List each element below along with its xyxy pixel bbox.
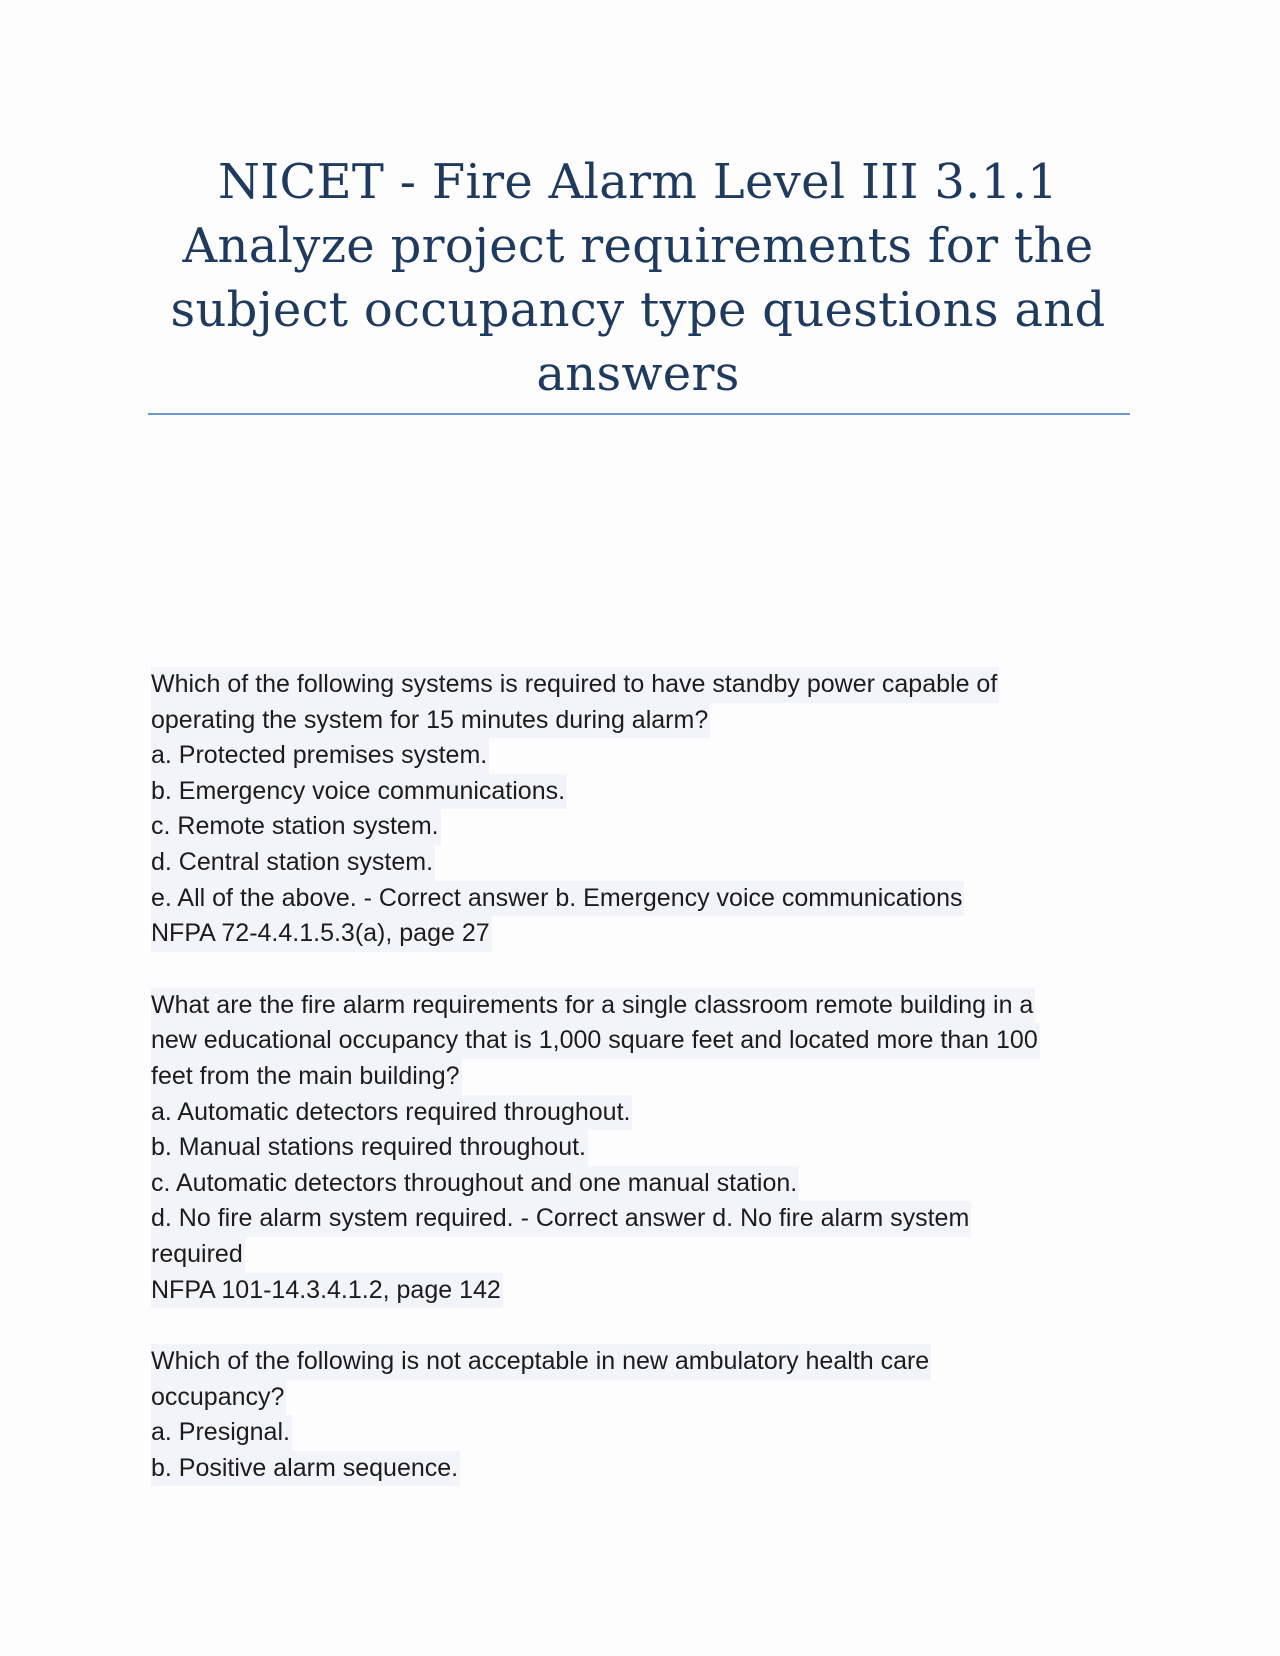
correct-answer: e. All of the above. - Correct answer b. Emergency voice communications	[151, 881, 964, 917]
title-divider	[148, 413, 1130, 415]
answer-option: c. Automatic detectors throughout and one manual station.	[151, 1166, 799, 1202]
reference: NFPA 72-4.4.1.5.3(a), page 27	[151, 916, 492, 952]
title-line: subject occupancy type questions and	[170, 282, 1106, 338]
document-title	[148, 150, 1128, 406]
question-text: What are the fire alarm requirements for a single classroom remote building in a	[151, 988, 1035, 1024]
answer-option: a. Presignal.	[151, 1415, 292, 1451]
correct-answer: required	[151, 1237, 245, 1273]
question-text: occupancy?	[151, 1380, 286, 1416]
answer-option: c. Remote station system.	[151, 809, 441, 845]
question-list	[151, 667, 1111, 1522]
question-text: new educational occupancy that is 1,000 square feet and located more than 100	[151, 1023, 1040, 1059]
correct-answer: d. No fire alarm system required. - Correct answer d. No fire alarm system	[151, 1201, 971, 1237]
answer-option: d. Central station system.	[151, 845, 435, 881]
answer-option: a. Protected premises system.	[151, 738, 489, 774]
answer-option: a. Automatic detectors required throughout.	[151, 1095, 632, 1131]
reference: NFPA 101-14.3.4.1.2, page 142	[151, 1273, 503, 1309]
answer-option: b. Positive alarm sequence.	[151, 1451, 460, 1487]
question-text: feet from the main building?	[151, 1059, 462, 1095]
title-line: NICET - Fire Alarm Level III 3.1.1	[218, 154, 1058, 210]
question-block-1	[151, 667, 1111, 952]
title-line: answers	[536, 346, 740, 402]
question-text: Which of the following is not acceptable in new ambulatory health care	[151, 1344, 931, 1380]
answer-option: b. Emergency voice communications.	[151, 774, 567, 810]
title-line: Analyze project requirements for the	[182, 218, 1094, 274]
question-text: operating the system for 15 minutes during alarm?	[151, 703, 710, 739]
question-block-2	[151, 988, 1111, 1308]
answer-option: b. Manual stations required throughout.	[151, 1130, 588, 1166]
question-text: Which of the following systems is required to have standby power capable of	[151, 667, 999, 703]
question-block-3	[151, 1344, 1111, 1486]
